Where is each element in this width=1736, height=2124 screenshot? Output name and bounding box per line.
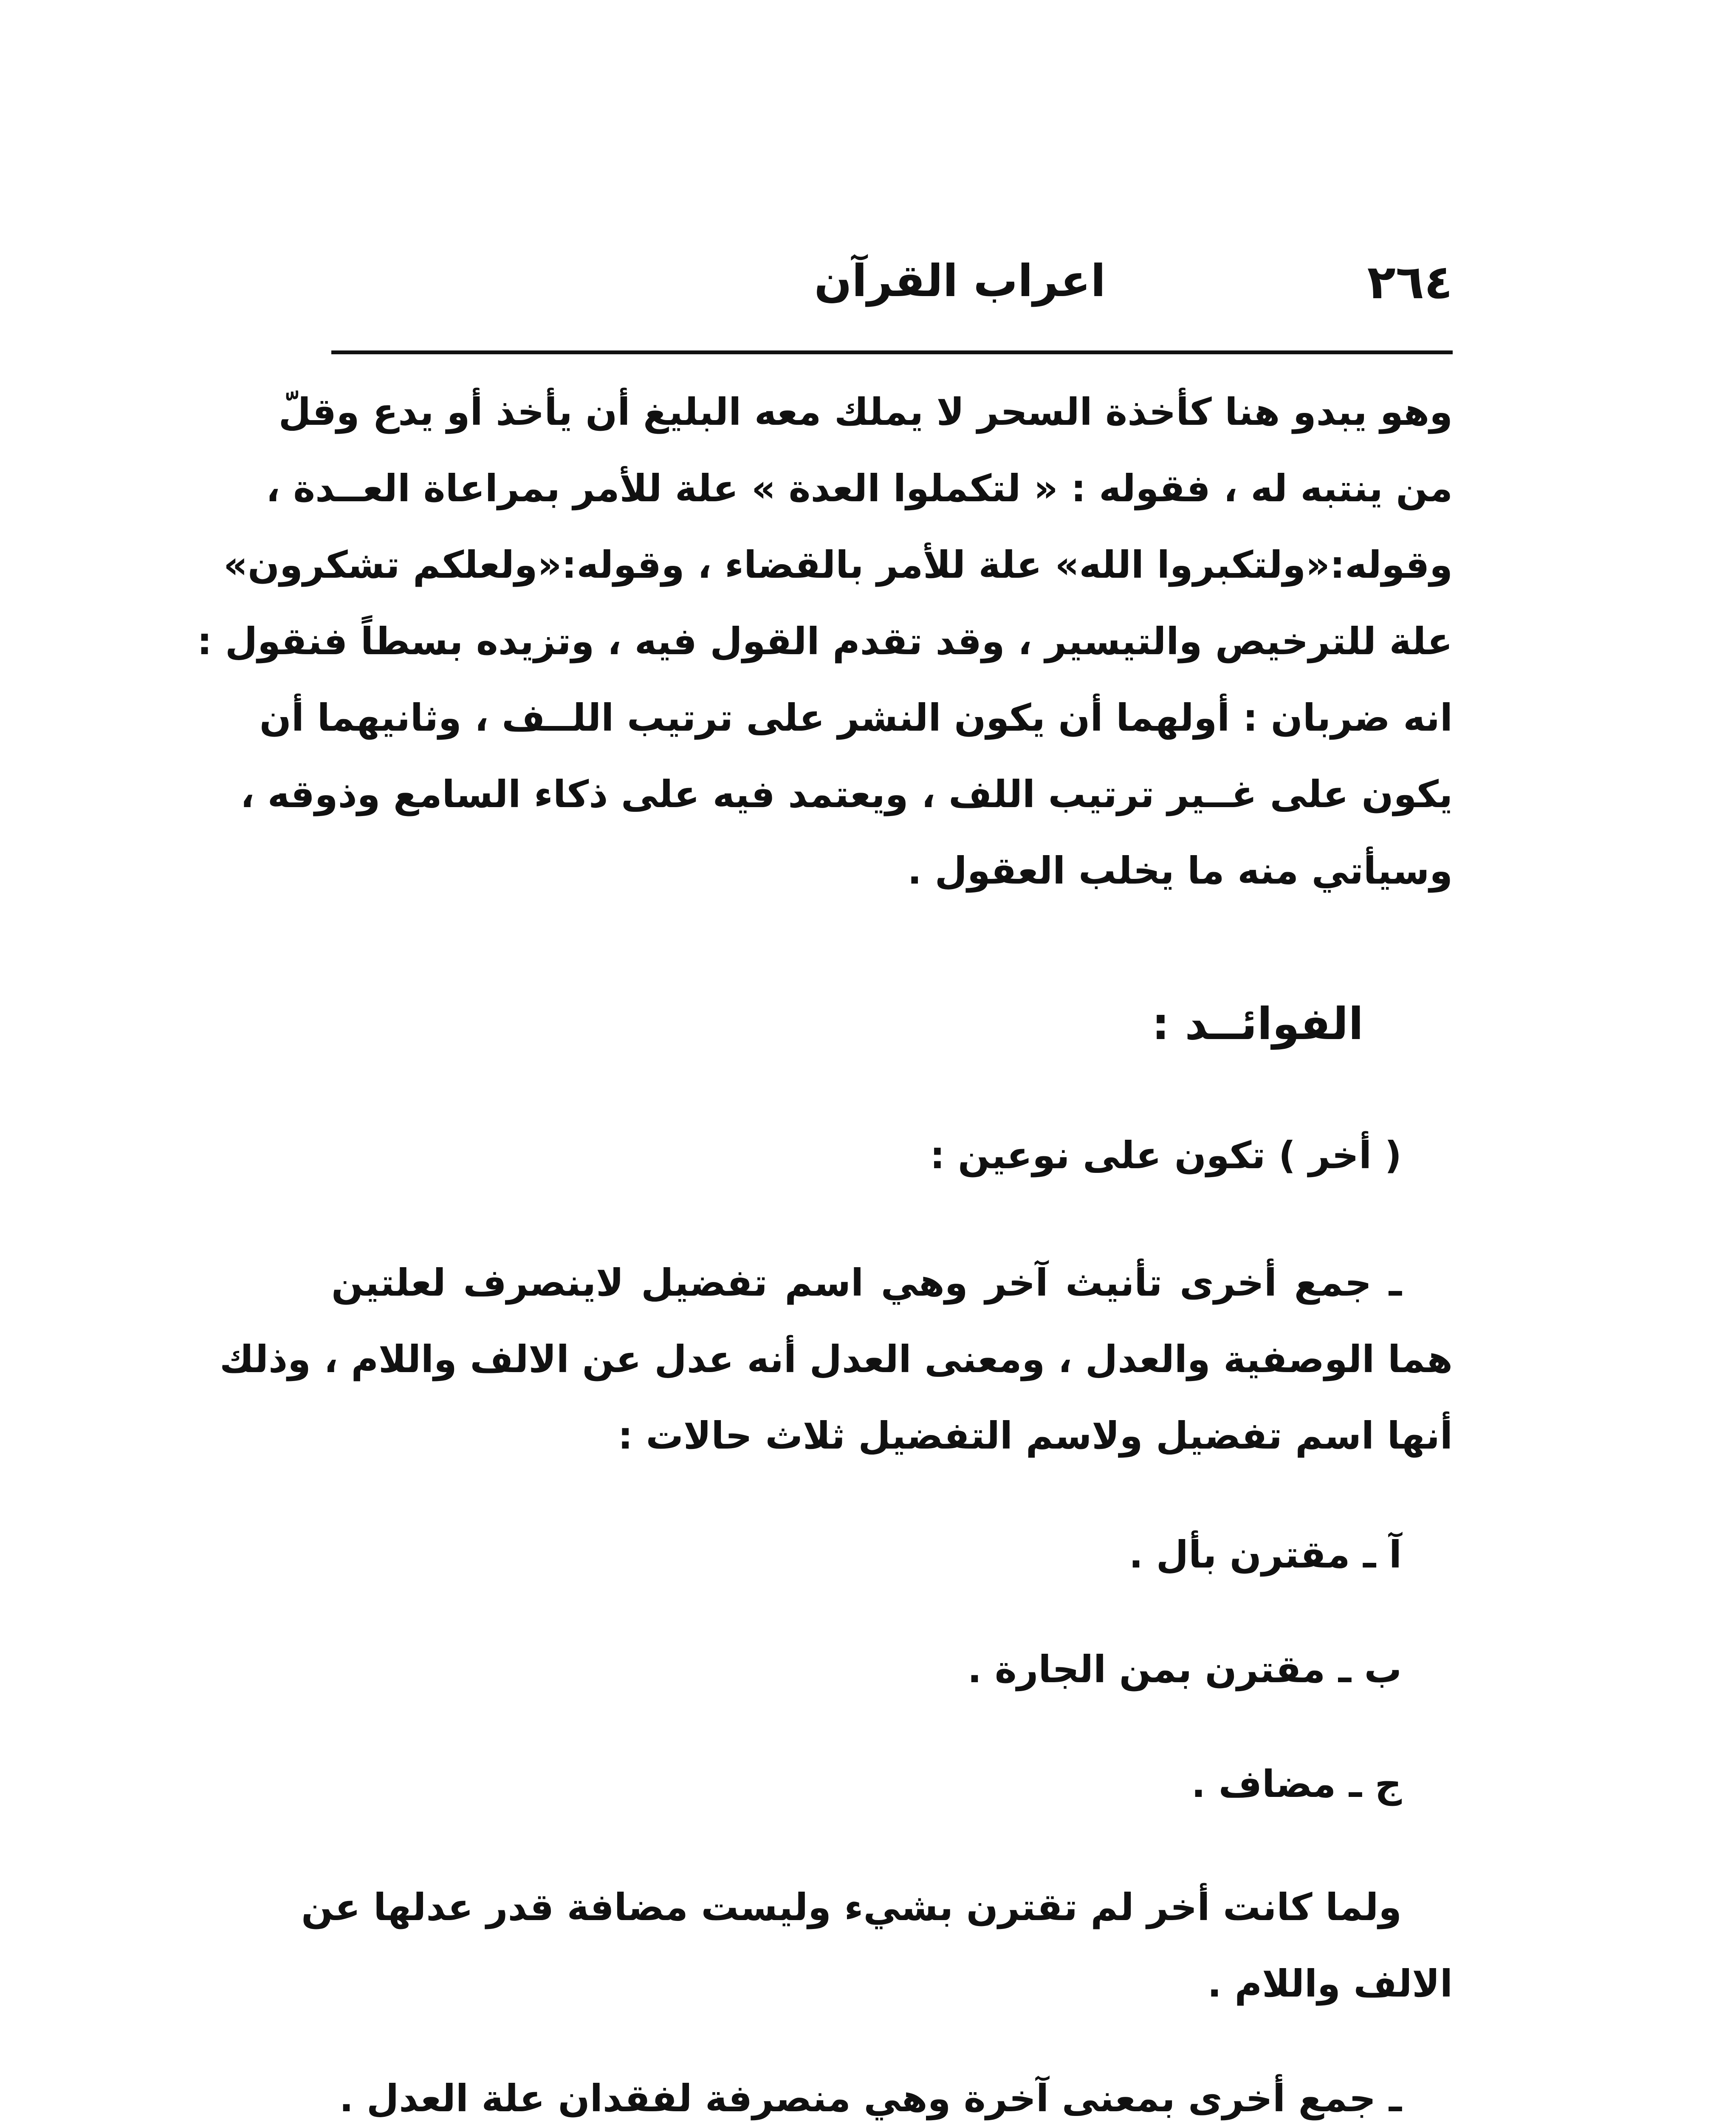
text-line: من ينتبه له ، فقوله : « لتكملوا العدة » علة للأمر بمراعاة العــدة ،	[266, 466, 1453, 510]
text-line: ـ جمع أخرى بمعنى آخرة وهي منصرفة لفقدان علة العدل .	[339, 2076, 1402, 2120]
text-line: علة للترخيص والتيسير ، وقد تقدم القول فيه ، وتزيده بسطاً فنقول :	[197, 619, 1453, 663]
text-line: الالف واللام .	[1207, 1962, 1453, 2005]
case-item: ب ـ مقترن بمن الجارة .	[967, 1647, 1402, 1691]
header-rule	[331, 350, 1453, 354]
text-line: وسيأتي منه ما يخلب العقول .	[907, 849, 1453, 893]
text-line: هما الوصفية والعدل ، ومعنى العدل أنه عدل عن الالف واللام ، وذلك	[219, 1337, 1453, 1381]
akhar-intro: ( أخر ) تكون على نوعين :	[930, 1133, 1402, 1177]
text-line: ـ جمع أخرى تأنيث آخر وهي اسم تفضيل لاينصرف لعلتين	[331, 1261, 1402, 1305]
page-number: ٢٦٤	[1367, 255, 1453, 309]
text-line: أنها اسم تفضيل ولاسم التفضيل ثلاث حالات :	[618, 1414, 1453, 1457]
text-line: ولما كانت أخر لم تقترن بشيء وليست مضافة قدر عدلها عن	[301, 1885, 1402, 1929]
page-header	[331, 255, 1453, 323]
case-item: ج ـ مضاف .	[1191, 1762, 1402, 1806]
text-line: يكون على غــير ترتيب اللف ، ويعتمد فيه على ذكاء السامع وذوقه ،	[240, 772, 1453, 816]
text-line: وهو يبدو هنا كأخذة السحر لا يملك معه البليغ أن يأخذ أو يدع وقلّ	[278, 390, 1453, 434]
section-heading-fawaid: الفوائــد :	[1152, 998, 1363, 1050]
case-item: آ ـ مقترن بأل .	[1129, 1533, 1402, 1576]
text-line: انه ضربان : أولهما أن يكون النشر على ترتيب اللــف ، وثانيهما أن	[259, 696, 1453, 740]
text-line: وقوله:«ولتكبروا الله» علة للأمر بالقضاء ، وقوله:«ولعلكم تشكرون»	[223, 543, 1453, 587]
running-title: اعراب القرآن	[814, 255, 1106, 307]
